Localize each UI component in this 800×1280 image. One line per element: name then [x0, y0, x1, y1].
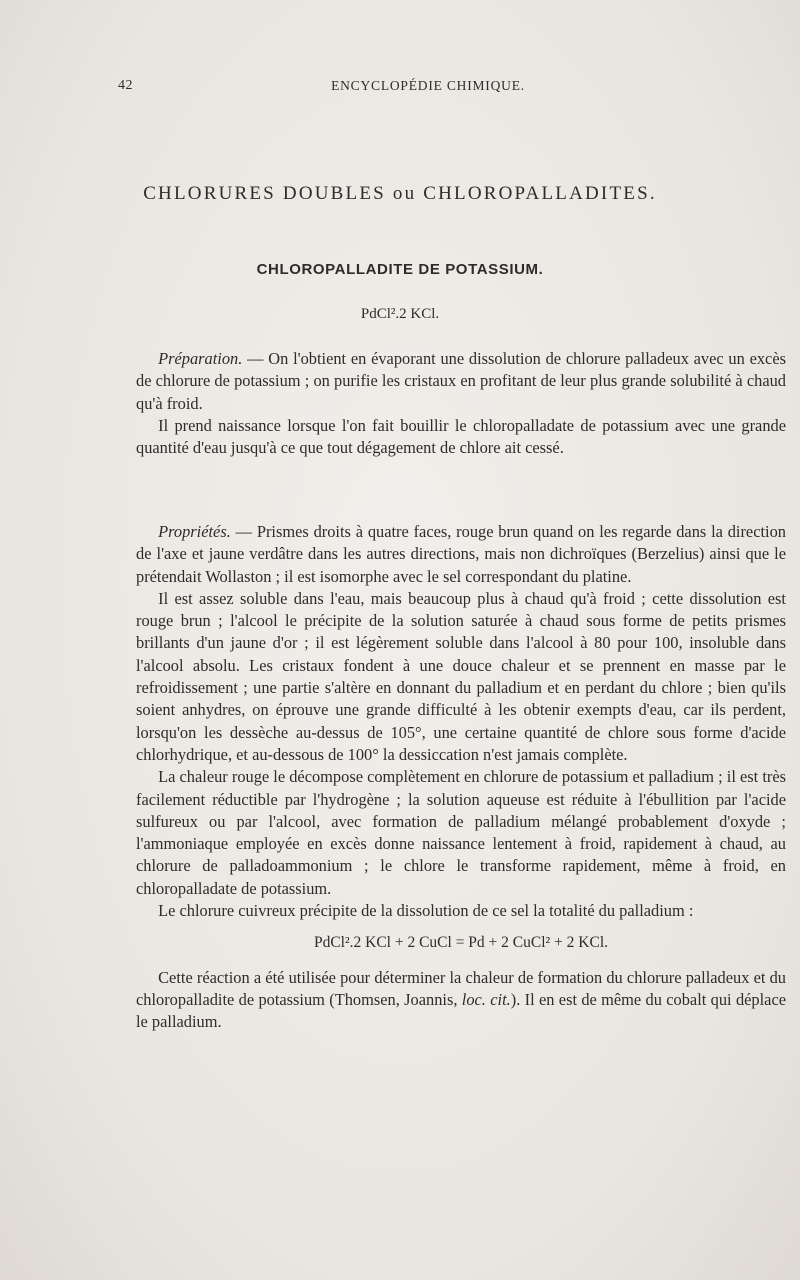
properties-section: [136, 521, 786, 1034]
preparation-section: [136, 348, 786, 459]
decomposition-paragraph: La chaleur rouge le décompose complètement en chlorure de potassium et palladium ; il est très facilement réductible par l'hydrogène ; la solution aqueuse est réduite à l'ébullition par l'acide sulfureux ou par l'alcool, avec formation de palladium mélangé probablement d'oxyde ; l'ammoniaque employée en excès donne naissance lentement à froid, rapidement à chaud, au chlorure de palladoammonium ; le chlore le transforme rapidement, même à froid, en chloropalladate de potassium.: [136, 767, 786, 898]
preparation-heading: Préparation.: [158, 349, 243, 368]
thermochemistry-paragraph: [136, 967, 786, 1034]
thermochemistry-text: Cette réaction a été utilisée pour déterminer la chaleur de formation du chlorure palladeux et du chloropalladite de potassium (Thomsen, Joannis,: [136, 967, 786, 1009]
compound-formula: PdCl².2 KCl.: [360, 306, 440, 322]
reaction-equation: PdCl².2 KCl + 2 CuCl = Pd + 2 CuCl² + 2 KCl.: [313, 934, 609, 952]
properties-heading: Propriétés.: [158, 522, 231, 541]
solubility-paragraph: Il est assez soluble dans l'eau, mais beaucoup plus à chaud qu'à froid ; cette dissolution est rouge brun ; l'alcool le précipite de la solution saturée à chaud sous forme de petits prismes brillants d'un jaune d'or ; il est légèrement soluble dans l'alcool à 80 pour 100, insoluble dans l'alcool absolu. Les cristaux fondent à une douce chaleur et se prennent en masse par le refroidissement ; une partie s'altère en donnant du palladium et en perdant du chlore ; bien qu'ils soient anhydres, on éprouve une grande difficulté à les obtenir exempts d'eau, car ils perdent, lorsqu'on les dessèche au-dessus de 105°, une certaine quantité de chlore sous forme d'acide chlorhydrique, et au-dessous de 100° la dessiccation n'est jamais complète.: [136, 588, 786, 764]
cuprous-chloride-paragraph: Le chlorure cuivreux précipite de la dissolution de ce sel la totalité du palladium :: [158, 901, 694, 921]
properties-paragraph: [136, 521, 786, 588]
section-title: CHLORURES DOUBLES ou CHLOROPALLADITES.: [143, 183, 657, 204]
compound-title: CHLOROPALLADITE DE POTASSIUM.: [256, 261, 544, 278]
preparation-paragraph: [136, 348, 786, 415]
running-header: [118, 78, 738, 98]
preparation-text: — On l'obtient en évaporant une dissolution de chlorure palladeux avec un excès de chlorure de potassium ; on purifie les cristaux en profitant de leur plus grande solubilité à chaud qu'à froid.: [136, 349, 786, 413]
preparation-paragraph-2: Il prend naissance lorsque l'on fait bouillir le chloropalladate de potassium avec une grande quantité d'eau jusqu'à ce que tout dégagement de chlore ait cessé.: [136, 415, 786, 458]
running-title: ENCYCLOPÉDIE CHIMIQUE.: [331, 78, 525, 93]
page-number: 42: [118, 78, 133, 93]
properties-text: — Prismes droits à quatre faces, rouge brun quand on les regarde dans la direction de l'axe et jaune verdâtre dans les autres directions, mais non dichroïques (Berzelius) ainsi que le prétendait Wollaston ; il est isomorphe avec le sel correspondant du platine.: [136, 522, 786, 586]
thermochemistry-tail: ). Il en est de même du cobalt qui déplace le palladium.: [136, 989, 786, 1032]
citation: loc. cit.: [461, 989, 511, 1009]
